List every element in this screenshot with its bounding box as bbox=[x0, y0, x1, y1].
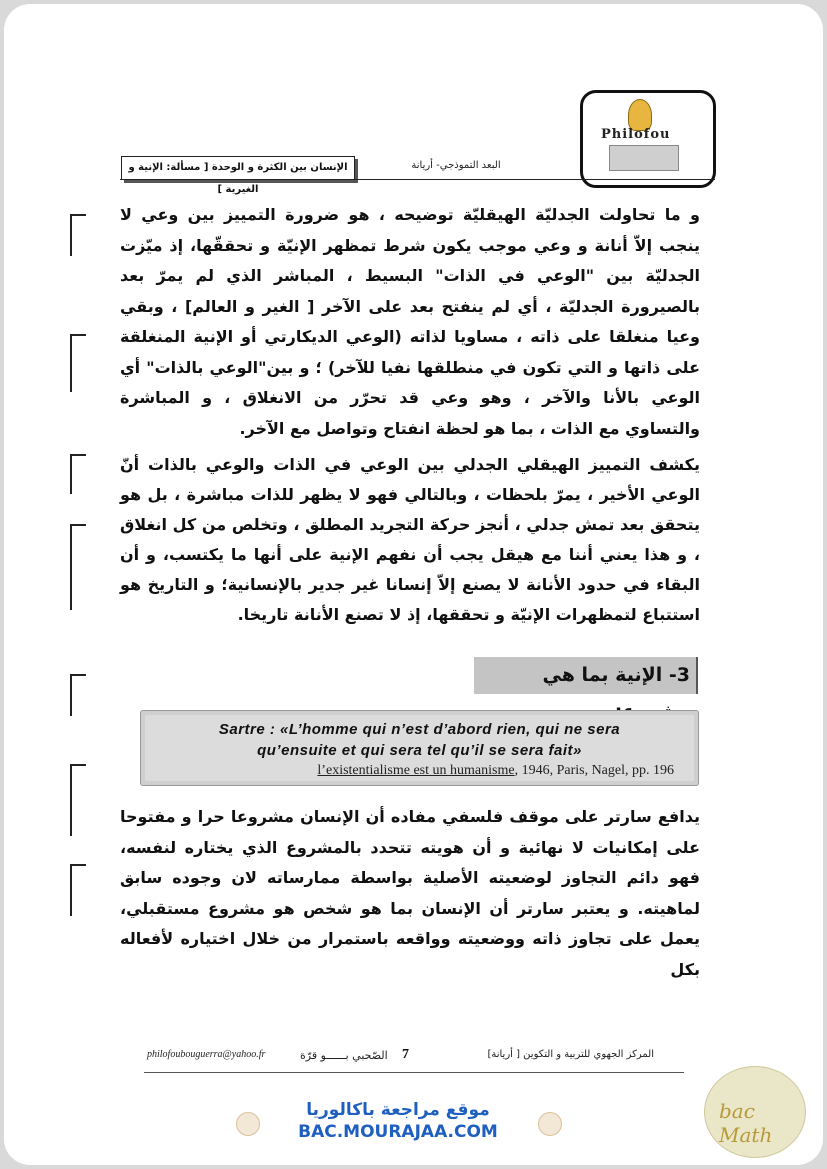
badge-text: bac Math bbox=[719, 1099, 773, 1147]
site-url[interactable]: BAC.MOURAJAA.COM bbox=[298, 1122, 498, 1142]
header-middle-text: البعد التموذجي- أريانة bbox=[411, 160, 501, 171]
column-base-icon bbox=[609, 145, 679, 171]
footer-rule bbox=[144, 1072, 684, 1073]
footer-institution: المركز الجهوي للتربية و التكوين [ أريانة] bbox=[487, 1049, 654, 1060]
quote-line-2: qu’ensuite et qui sera tel qu’il se sera fait» bbox=[257, 742, 582, 759]
paragraph-3: يدافع سارتر على موقف فلسفي مفاده أن الإنسان مشروعا حرا و مفتوحا على إمكانيات لا نهائية و أن هويته تتحدد بالمشروع الذي يختاره لنفسه، فهو دائم التجاوز لوضعيته الأصلية بواسطة ممارساته لان وجوده سابق لماهيته. و يعتبر سارتر أن الإنسان بما هو شخص هو مشروع مستقبلي، يعمل على تجاوز ذاته ووضعيته وواقعه باستمرار من خلال اختياره لأفعاله بكل bbox=[120, 807, 700, 979]
site-logo-icon-right bbox=[538, 1112, 562, 1136]
bac-math-badge bbox=[704, 1066, 806, 1158]
paragraph-2: يكشف التمييز الهيقلي الجدلي بين الوعي في الذات والوعي بالذات أنّ الوعي الأخير ، يمرّ بلحظات ، وبالتالي فهو لا يظهر للذات مباشرة ، بل هو يتحقق بعد تمش جدلي ، أنجز حركة التجريد المطلق ، وتخلص من كل انغلاق ، و هذا يعني أننا مع هيقل يجب أن نفهم الإنية على أنها ما يكتسب، و أن البقاء في حدود الأنانة لا يصنع إلاّ إنسانا غير جدير بالإنسانية؛ و التاريخ هو استتباع لتمظهرات الإنيّة و تحققها، إذ لا تصنع الأنانة تاريخا. bbox=[120, 455, 700, 624]
margin-mark bbox=[70, 764, 86, 836]
quote-source-title: l’existentialisme est un humanisme bbox=[317, 763, 515, 778]
margin-mark bbox=[70, 334, 86, 392]
logo-text: Philofou bbox=[601, 127, 671, 142]
paragraph-1: و ما تحاولت الجدليّة الهيقليّة توضيحه ، هو ضرورة التمييز بين وعي لا ينجب إلاّ أنانة و وعي موجب يكون شرط تمظهر الإنيّة و تحققّها، إذ ميّزت الجدليّة بين "الوعي في الذات" البسيط ، المباشر الذي لم يمرّ بعد بالصيرورة الجدليّة ، أي لم ينفتح بعد على الآخر [ الغير و العالم] ، وبقي وعيا منغلقا على ذاته ، مساويا لذاته (الوعي الديكارتي أو الإنية المنغلقة على ذاتها و التي تكون في منطلقها نفيا للآخر) ؛ و بين"الوعي بالذات" أي الوعي بالأنا والآخر ، وهو وعي قد تحرّر من الانغلاق ، و المباشرة والتساوي مع الذات ، بما هو لحظة انفتاح وتواصل مع الآخر. bbox=[120, 205, 700, 438]
philofou-logo bbox=[580, 90, 716, 188]
quote-source-details: , 1946, Paris, Nagel, pp. 196 bbox=[514, 763, 674, 778]
margin-decorations bbox=[62, 204, 92, 924]
margin-mark bbox=[70, 214, 86, 256]
sartre-quote-box bbox=[140, 710, 699, 786]
quote-line-1: Sartre : «L’homme qui n’est d’abord rien, qui ne sera bbox=[218, 721, 621, 738]
document-page bbox=[4, 4, 823, 1165]
site-watermark[interactable] bbox=[290, 1100, 506, 1142]
margin-mark bbox=[70, 454, 86, 494]
margin-mark bbox=[70, 524, 86, 610]
footer-email: philofoubouguerra@yahoo.fr bbox=[147, 1049, 266, 1060]
footer-author: الصّحبي بــــــو قرّة bbox=[300, 1049, 388, 1062]
site-name-arabic[interactable]: موقع مراجعة باكالوريا bbox=[306, 1100, 490, 1120]
lesson-title-box: الإنسان بين الكثرة و الوحدة [ مسألة: الإنية و الغيرية ] bbox=[121, 156, 355, 180]
margin-mark bbox=[70, 674, 86, 716]
header-rule bbox=[120, 179, 715, 180]
margin-mark bbox=[70, 864, 86, 916]
page-number: 7 bbox=[402, 1047, 409, 1062]
quote-source bbox=[317, 763, 674, 779]
site-logo-icon-left bbox=[236, 1112, 260, 1136]
section-heading: 3- الإنية بما هي bbox=[474, 657, 698, 694]
